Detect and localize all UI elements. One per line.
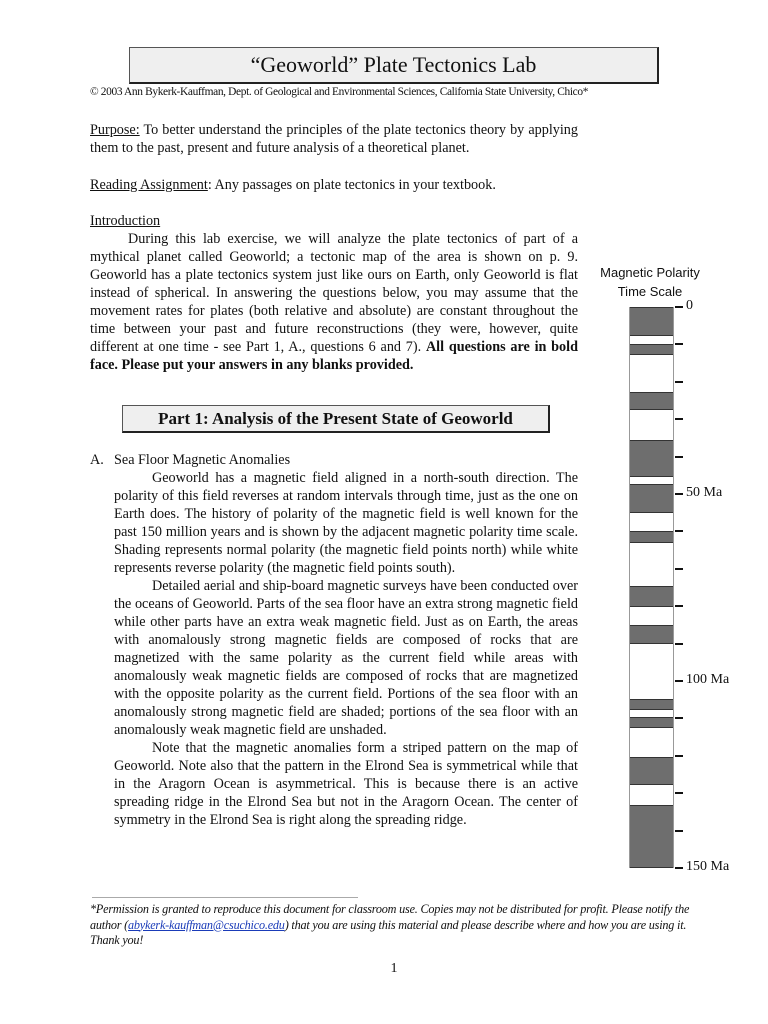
normal-polarity-band xyxy=(630,440,673,477)
normal-polarity-band xyxy=(630,757,673,785)
scale-tick xyxy=(675,381,683,383)
normal-polarity-band xyxy=(630,307,673,336)
scale-tick xyxy=(675,792,683,794)
scale-tick xyxy=(675,643,683,645)
purpose-text: To better understand the principles of the plate tectonics theory by applying them to the past, present and future analysis of a theoretical planet. xyxy=(90,122,578,156)
scale-tick xyxy=(675,530,683,532)
reading-text: : Any passages on plate tectonics in your textbook. xyxy=(207,177,496,193)
scale-tick xyxy=(675,867,683,869)
normal-polarity-band xyxy=(630,392,673,410)
section-a-paragraph-1: Geoworld has a magnetic field aligned in a north-south direction. The polarity of this field reverses at random intervals through time, just as the one on Earth does. The history of polarity of the magnetic field is well known for the past 150 million years and is shown by the adjacent magnetic polarity time scale. Shading represents normal polarity (the magnetic field points north) while white represents reverse polarity (the magnetic field points south). xyxy=(114,470,578,576)
reading-assignment xyxy=(90,176,578,194)
scale-tick-label: 50 Ma xyxy=(686,485,723,500)
purpose-paragraph xyxy=(90,121,578,157)
footnote-divider xyxy=(92,897,358,898)
part1-heading: Part 1: Analysis of the Present State of Geoworld xyxy=(158,409,513,428)
section-a-label: A. xyxy=(90,452,104,468)
normal-polarity-band xyxy=(630,805,673,868)
normal-polarity-band xyxy=(630,625,673,644)
section-a-paragraph-2: Detailed aerial and ship-board magnetic surveys have been conducted over the oceans of Geoworld. Parts of the sea floor have an extra strong magnetic field while other parts have an extra weak magnetic field. Just as on Earth, the areas with anomalously strong magnetic fields are composed of rocks that are magnetized with the same polarity as the current field while areas with anomalously weak magnetic fields are composed of rocks that are magnetized with the opposite polarity as the current field. Portions of the sea floor with an anomalously strong magnetic field are shaded; portions of the sea floor with an anomalously weak magnetic field are unshaded. xyxy=(114,578,578,738)
reading-label: Reading Assignment xyxy=(90,177,208,193)
polarity-scale-title-line1: Magnetic Polarity xyxy=(600,265,700,280)
normal-polarity-band xyxy=(630,717,673,728)
section-a xyxy=(90,451,578,829)
scale-tick xyxy=(675,717,683,719)
footnote xyxy=(90,902,690,949)
introduction-heading: Introduction xyxy=(90,213,161,229)
section-a-title: Sea Floor Magnetic Anomalies xyxy=(114,452,291,468)
scale-tick xyxy=(675,680,683,682)
scale-tick-label: 150 Ma xyxy=(686,859,730,874)
normal-polarity-band xyxy=(630,344,673,355)
scale-tick xyxy=(675,343,683,345)
footnote-text-after: ) that you are using this material and please describe where and how you are using it. Thank you! xyxy=(90,917,687,947)
scale-tick xyxy=(675,755,683,757)
copyright-line: © 2003 Ann Bykerk-Kauffman, Dept. of Geological and Environmental Sciences, California State University, Chico* xyxy=(90,86,589,98)
page-number: 1 xyxy=(390,961,398,976)
polarity-scale-title-line2: Time Scale xyxy=(617,284,683,299)
scale-tick xyxy=(675,605,683,607)
part1-heading-box xyxy=(122,405,550,433)
introduction-text: During this lab exercise, we will analyze the plate tectonics of part of a mythical planet called Geoworld; a tectonic map of the area is shown on p. 9. Geoworld has a plate tectonics system just like ours on Earth, only Geoworld is flat instead of spherical. In answering the questions below, you may assume that the movement rates for plates (both relative and absolute) are constant throughout the time between your past and future reconstructions (they were, however, quite different at one time - see Part 1, A., questions 6 and 7). xyxy=(90,231,578,355)
scale-tick-label: 0 xyxy=(686,298,693,313)
introduction-section xyxy=(90,212,578,374)
document-title-box xyxy=(129,47,659,84)
normal-polarity-band xyxy=(630,484,673,513)
scale-tick xyxy=(675,493,683,495)
purpose-label: Purpose: xyxy=(90,122,140,138)
normal-polarity-band xyxy=(630,586,673,607)
polarity-column xyxy=(629,307,674,868)
scale-tick xyxy=(675,568,683,570)
introduction-bold-text: All questions are in bold face. Please put your answers in any blanks provided. xyxy=(90,339,578,373)
footnote-text-before: *Permission is granted to reproduce this document for classroom use. Copies may not be distributed for profit. Please notify the author ( xyxy=(90,902,690,932)
scale-tick-label: 100 Ma xyxy=(686,672,730,687)
normal-polarity-band xyxy=(630,531,673,543)
polarity-scale-title xyxy=(590,263,710,301)
section-a-paragraph-3: Note that the magnetic anomalies form a striped pattern on the map of Geoworld. Note also that the pattern in the Elrond Sea is symmetrical while that in the Aragorn Ocean is asymmetrical. This is because there is an active spreading ridge in the Elrond Sea but not in the Aragorn Ocean. The center of symmetry in the Elrond Sea is right along the spreading ridge. xyxy=(114,740,578,828)
scale-tick xyxy=(675,456,683,458)
document-title: “Geoworld” Plate Tectonics Lab xyxy=(250,52,537,77)
scale-tick xyxy=(675,418,683,420)
normal-polarity-band xyxy=(630,699,673,710)
author-email-link[interactable]: abykerk-kauffman@csuchico.edu xyxy=(128,917,285,932)
scale-tick xyxy=(675,830,683,832)
scale-tick xyxy=(675,306,683,308)
